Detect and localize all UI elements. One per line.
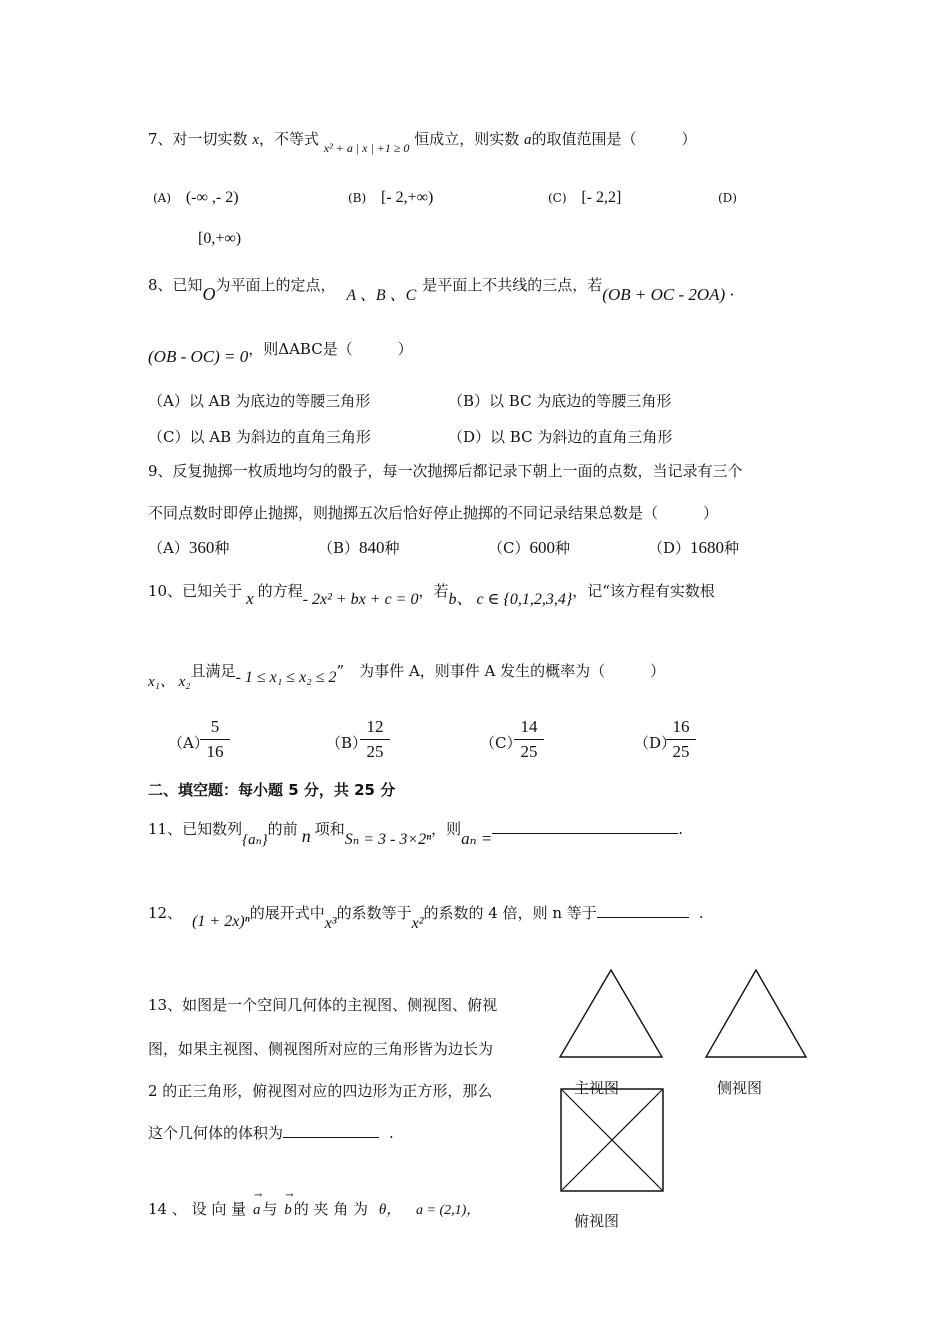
q13-line4 [148, 1122, 394, 1143]
q7-option-a-label: (A) [153, 191, 172, 205]
front-view-label: 主视图 [574, 1079, 620, 1097]
q7-stem-b: ，不等式 [259, 130, 320, 148]
q7-option-a-value: (-∞ ,- 2) [185, 189, 239, 206]
q11-stem [148, 818, 684, 848]
q14-stem-a: 14 、 设 向 量 [148, 1200, 247, 1218]
q12-stem-d: 的系数的 4 倍，则 n 等于 [423, 904, 597, 922]
q11-answer-blank[interactable] [492, 833, 678, 834]
q10-stem-b: 的方程 [257, 582, 303, 600]
q8-expression-1: (OB + OC - 2OA) · [602, 285, 734, 304]
q8-option-d-label: （D） [448, 428, 491, 446]
q14-theta: θ， [378, 1202, 402, 1218]
q12-stem-b: 的展开式中 [249, 904, 325, 922]
q8-expression-2: (OB - OC) = 0 [148, 347, 249, 366]
q10-stem-line1 [148, 578, 715, 608]
fraction-bar [360, 739, 390, 740]
q7-option-b [348, 188, 433, 207]
q10-option-d-denominator: 25 [672, 742, 690, 761]
q7-option-d-value-wrap [198, 229, 241, 248]
q7-stem-d: 的取值范围是（ ） [531, 130, 697, 148]
q10-option-d-fraction [666, 716, 696, 763]
q12-x2: x² [411, 915, 424, 932]
top-view-label: 俯视图 [574, 1212, 620, 1230]
q8-option-b-label: （B） [448, 392, 490, 410]
q10-stem-f: ” 为事件 A，则事件 A 发生的概率为（ ） [336, 662, 666, 680]
q8-option-d-text: 以 BC 为斜边的直角三角形 [490, 428, 673, 446]
q10-stem-e: 且满足 [190, 662, 236, 680]
q13-line3: 2 的正三角形，俯视图对应的四边形为正方形，那么 [148, 1082, 493, 1100]
q9-option-c-unit: 种 [554, 539, 570, 557]
q10-equation: - 2x² + bx + c = 0 [302, 591, 419, 608]
front-view-triangle [558, 968, 664, 1060]
q9-option-b-label: （B） [318, 539, 360, 557]
q9-option-c-label: （C） [488, 539, 530, 557]
q8-option-c-label: （C） [148, 428, 190, 446]
q9-option-a [148, 537, 229, 558]
q11-stem-a: 11、已知数列 [148, 820, 243, 838]
q7-option-a [153, 188, 239, 207]
q9-option-d [648, 537, 739, 558]
q9-option-a-num: 360 [188, 538, 215, 557]
fraction-bar [200, 739, 230, 740]
q10-option-b-numerator: 12 [366, 717, 384, 736]
q11-stem-b: 的前 [267, 820, 298, 838]
q10-stem-d: ，记“该方程有实数根 [572, 582, 715, 600]
q12-stem [148, 902, 704, 932]
q14-vector-a-symbol: a [252, 1202, 261, 1218]
q7-var-a: a [524, 132, 532, 148]
section-2-title: 二、填空题：每小题 5 分，共 25 分 [148, 781, 396, 799]
q7-option-c-value: [- 2,2] [581, 189, 622, 206]
q9-option-a-unit: 种 [214, 539, 230, 557]
vector-arrow-icon: → [253, 1190, 263, 1201]
fraction-bar [666, 739, 696, 740]
q10-inequality: - 1 ≤ x₁ ≤ x₂ ≤ 2 [235, 669, 337, 686]
q9-option-d-num: 1680 [690, 538, 725, 557]
q7-option-b-label: (B) [348, 191, 367, 205]
q7-inequality: x² + a | x | +1 ≥ 0 [323, 141, 410, 155]
q13-line2: 图，如果主视图、侧视图所对应的三角形皆为边长为 [148, 1040, 494, 1058]
q10-condition: b、 c ∈ {0,1,2,3,4} [448, 591, 573, 608]
q10-roots: x₁、 x₂ [148, 674, 191, 690]
q10-stem-a: 10、已知关于 [148, 582, 243, 600]
q11-end-period: . [678, 820, 684, 838]
q10-stem-c: ，若 [418, 582, 449, 600]
q7-option-c [548, 188, 621, 207]
q8-option-c-text: 以 AB 为斜边的直角三角形 [189, 428, 371, 446]
q13-line1: 13、如图是一个空间几何体的主视图、侧视图、俯视 [148, 996, 498, 1014]
q8-stem-line1 [148, 272, 734, 304]
q12-end-period: . [698, 904, 704, 922]
q10-stem-line2 [148, 660, 666, 690]
q12-stem-a: 12、 [148, 904, 183, 922]
q10-option-b-label: （B） [326, 734, 368, 752]
q10-var-x: x [246, 589, 254, 608]
q8-option-d [448, 426, 672, 447]
q7-option-b-value: [- 2,+∞) [380, 189, 434, 206]
q11-stem-c: 项和 [314, 820, 345, 838]
q7-option-d-label-wrap [718, 188, 737, 206]
q14-vector-b-symbol: b [284, 1202, 292, 1218]
fraction-bar [514, 739, 544, 740]
q14-stem-c: 的 夹 角 为 [293, 1200, 369, 1218]
q8-option-a-text: 以 AB 为底边的等腰三角形 [188, 392, 371, 410]
q10-option-a-denominator: 16 [206, 742, 224, 761]
vector-arrow-icon: → [285, 1190, 294, 1201]
q7-stem-a: 7、对一切实数 [148, 130, 248, 148]
q8-stem-b: 为平面上的定点， [215, 276, 336, 294]
side-view-label: 侧视图 [717, 1079, 763, 1097]
q8-stem-line2 [148, 338, 413, 366]
q10-option-b-fraction [360, 716, 390, 763]
q8-points: A 、B 、C [346, 287, 417, 304]
q9-option-c [488, 537, 570, 558]
q10-option-a-label: （A） [168, 734, 209, 752]
top-view-square [560, 1088, 664, 1192]
q10-option-c-label: （C） [480, 734, 522, 752]
q8-option-a-label: （A） [148, 392, 189, 410]
q10-option-b-denominator: 25 [366, 742, 384, 761]
q14-stem [148, 1190, 481, 1219]
q9-option-d-label: （D） [648, 539, 691, 557]
q8-point-o: O [202, 284, 216, 304]
q10-option-d-label: （D） [634, 734, 677, 752]
q7-var-x: x [252, 132, 259, 148]
q9-option-d-unit: 种 [724, 539, 740, 557]
q14-vector-b [284, 1190, 294, 1219]
q13-answer-blank[interactable] [283, 1137, 379, 1138]
q8-option-c [148, 426, 371, 447]
q12-answer-blank[interactable] [597, 917, 689, 918]
q7-option-c-label: (C) [548, 191, 567, 205]
q10-option-a-fraction [200, 716, 230, 763]
q11-var-n: n [301, 826, 311, 846]
q7-option-d-label: (D) [718, 191, 737, 205]
q9-option-b-unit: 种 [384, 539, 400, 557]
q14-vector-a [252, 1190, 263, 1219]
q8-stem-c: 是平面上不共线的三点，若 [422, 276, 603, 294]
q10-option-d-numerator: 16 [672, 717, 690, 736]
q9-line2: 不同点数时即停止抛掷，则抛掷五次后恰好停止抛掷的不同记录结果总数是（ ） [148, 504, 719, 522]
q11-an: aₙ = [461, 829, 493, 848]
q12-x3: x³ [324, 915, 337, 932]
q7-stem-c: 恒成立，则实数 [414, 130, 520, 148]
q8-stem-a: 8、已知 [148, 276, 203, 294]
q11-stem-d: ，则 [431, 820, 462, 838]
q9-option-b [318, 537, 400, 558]
q9-option-a-label: （A） [148, 539, 189, 557]
q8-option-b-text: 以 BC 为底边的等腰三角形 [489, 392, 672, 410]
q7-option-d-value: [0,+∞) [198, 230, 242, 247]
q10-option-c-numerator: 14 [520, 717, 538, 736]
q14-vector-a-value: a = (2,1)， [416, 1203, 481, 1218]
q10-option-c-fraction [514, 716, 544, 763]
q8-stem-d: ，则ΔABC是（ ） [248, 340, 413, 358]
q13-line4-text: 这个几何体的体积为 [148, 1124, 284, 1142]
q8-option-b [448, 390, 671, 411]
q9-line1: 9、反复抛掷一枚质地均匀的骰子，每一次抛掷后都记录下朝上一面的点数，当记录有三个 [148, 462, 743, 480]
q9-option-b-num: 840 [359, 538, 385, 557]
q12-stem-c: 的系数等于 [336, 904, 412, 922]
q7-stem [148, 128, 697, 155]
q14-stem-b: 与 [262, 1200, 278, 1218]
q8-option-a [148, 390, 370, 411]
q9-option-c-num: 600 [529, 538, 555, 557]
q10-option-a-numerator: 5 [210, 717, 220, 736]
q13-end-period: . [389, 1124, 394, 1142]
side-view-triangle [704, 968, 808, 1060]
q12-expression: (1 + 2x)ⁿ [192, 913, 250, 930]
q11-sequence: {aₙ} [242, 832, 268, 848]
q11-sum-formula: Sₙ = 3 - 3×2ⁿ [344, 831, 432, 848]
q10-option-c-denominator: 25 [520, 742, 538, 761]
